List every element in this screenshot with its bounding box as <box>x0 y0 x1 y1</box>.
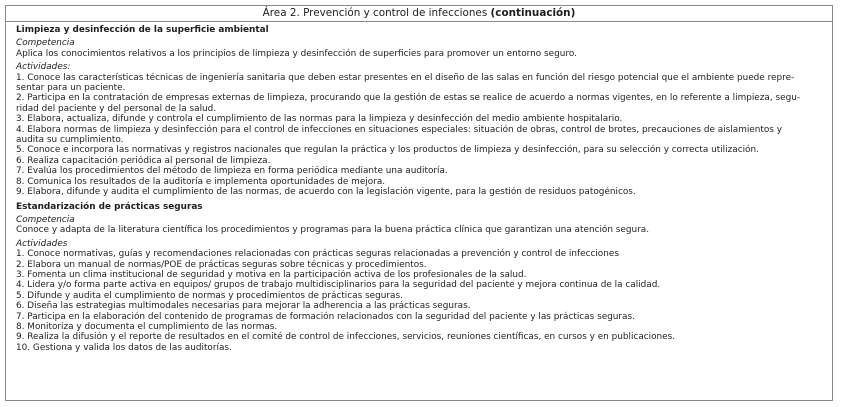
actividades-label: Actividades <box>16 238 68 249</box>
actividad-line: 5. Conoce e incorpora las normativas y registros nacionales que regulan la práctica y los productos de limpieza y desinfección, para su selección y correcta utilización. <box>16 145 759 156</box>
table-title-suffix: (continuación) <box>490 7 576 19</box>
actividad-line: 7. Participa en la elaboración del contenido de programas de formación relacionados con la seguridad del paciente y las prácticas seguras. <box>16 311 635 322</box>
actividad-line: ridad del paciente y del personal de la salud. <box>16 103 217 114</box>
actividad-line: 1. Conoce las características técnicas de ingeniería sanitaria que deben estar presentes en el diseño de las salas en función del riesgo potencial que el ambiente puede repre- <box>16 72 795 83</box>
actividad-line: 1. Conoce normativas, guías y recomendaciones relacionadas con prácticas seguras relacionadas a prevención y control de infecciones <box>16 249 619 260</box>
actividad-line: 5. Difunde y audita el cumplimiento de normas y procedimientos de prácticas seguras. <box>16 290 403 301</box>
actividad-line: sentar para un paciente. <box>16 83 126 94</box>
actividad-line: 4. Lidera y/o forma parte activa en equipos/ grupos de trabajo multidisciplinarios para la seguridad del paciente y mejora continua de la calidad. <box>16 280 661 291</box>
section-practicas-seguras <box>16 202 822 354</box>
actividades-label: Actividades: <box>16 62 71 73</box>
table-title <box>6 6 832 22</box>
table-content <box>6 22 832 353</box>
actividad-line: 6. Diseña las estrategias multimodales necesarias para mejorar la adherencia a las prácticas seguras. <box>16 301 471 312</box>
competencia-text: Aplica los conocimientos relativos a los principios de limpieza y desinfección de superficies para promover un entorno seguro. <box>16 48 577 59</box>
actividad-line: 3. Elabora, actualiza, difunde y controla el cumplimiento de las normas para la limpieza y desinfección del medio ambiente hospitalario. <box>16 114 623 125</box>
actividad-line: 7. Evalúa los procedimientos del método de limpieza en forma periódica mediante una auditoría. <box>16 166 448 177</box>
actividad-line: 6. Realiza capacitación periódica al personal de limpieza. <box>16 155 271 166</box>
competency-table <box>5 5 833 401</box>
actividad-line: 9. Realiza la difusión y el reporte de resultados en el comité de control de infecciones, servicios, reuniones científicas, en cursos y en publicaciones. <box>16 332 676 343</box>
actividad-line: 4. Elabora normas de limpieza y desinfección para el control de infecciones en situaciones especiales: situación de obras, control de brotes, precauciones de aislamientos y <box>16 124 782 135</box>
actividad-line: 8. Monitoriza y documenta el cumplimiento de las normas. <box>16 321 278 332</box>
table-title-text: Área 2. Prevención y control de infecciones <box>262 7 488 19</box>
actividad-line: audita su cumplimiento. <box>16 135 124 146</box>
actividad-line: 3. Fomenta un clima institucional de seguridad y motiva en la participación activa de los profesionales de la salud. <box>16 269 527 280</box>
actividad-line: 2. Participa en la contratación de empresas externas de limpieza, procurando que la gestión de estas se realice de acuerdo a normas vigentes, en lo referente a limpieza, segu- <box>16 93 801 104</box>
competencia-label: Competencia <box>16 38 75 49</box>
competencia-label: Competencia <box>16 214 75 225</box>
actividades-list <box>16 73 822 198</box>
section-heading: Limpieza y desinfección de la superficie ambiental <box>16 25 269 35</box>
actividades-list <box>16 249 822 353</box>
competencia-text: Conoce y adapta de la literatura científica los procedimientos y programas para la buena práctica clínica que garantizan una atención segura. <box>16 225 650 236</box>
actividad-line: 9. Elabora, difunde y audita el cumplimiento de las normas, de acuerdo con la legislación vigente, para la gestión de residuos patogénicos. <box>16 187 636 198</box>
actividad-line: 2. Elabora un manual de normas/POE de prácticas seguras sobre técnicas y procedimientos. <box>16 259 427 270</box>
actividad-line: 10. Gestiona y valida los datos de las auditorías. <box>16 342 232 353</box>
section-heading: Estandarización de prácticas seguras <box>16 201 203 212</box>
actividad-line: 8. Comunica los resultados de la auditoría e implementa oportunidades de mejora. <box>16 176 386 187</box>
section-limpieza <box>16 25 822 198</box>
